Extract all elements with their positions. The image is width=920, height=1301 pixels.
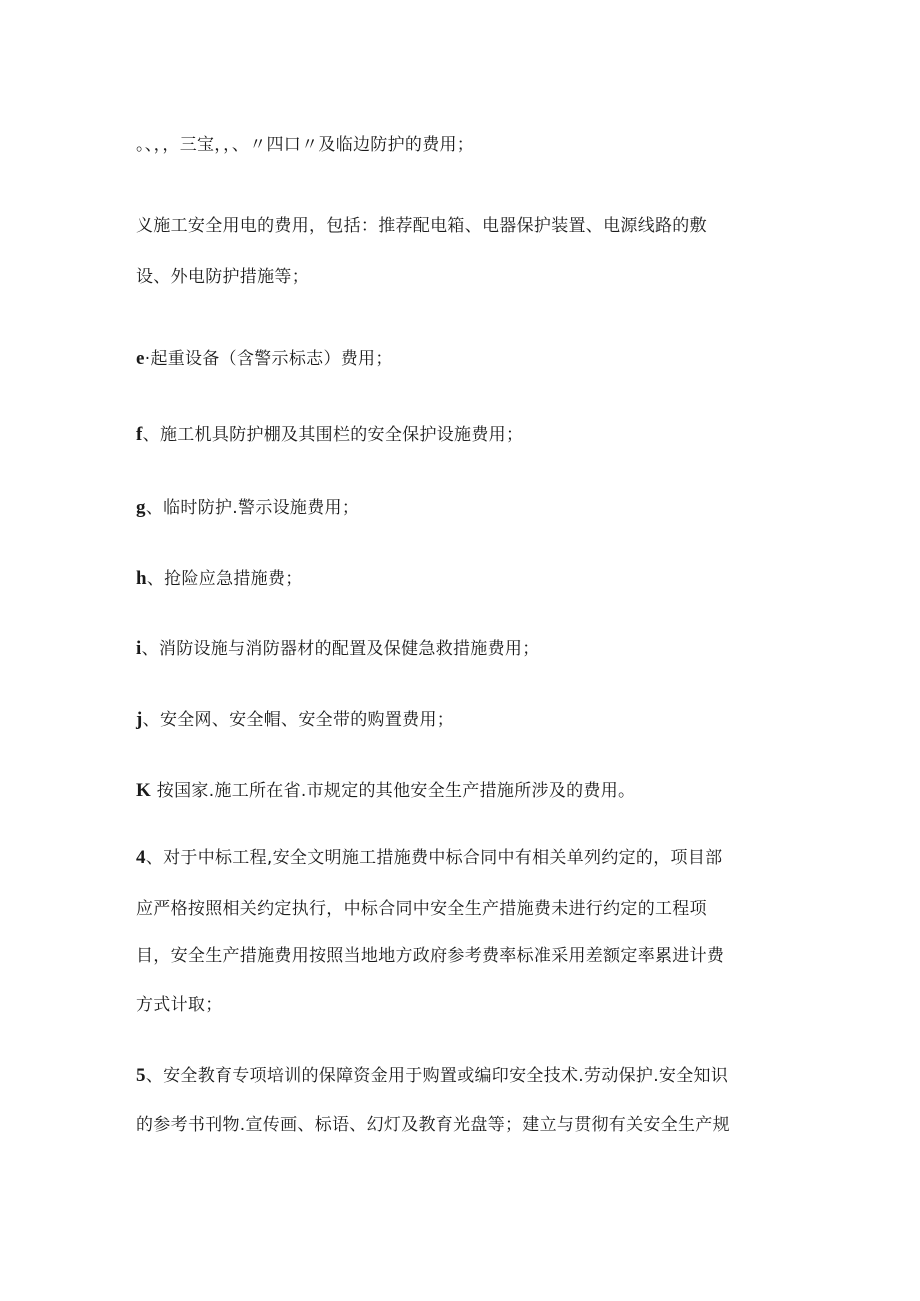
- list-item-f: [136, 423, 523, 447]
- text-line-3: [136, 265, 309, 289]
- line-text: 设、外电防护措施等；: [136, 267, 309, 287]
- list-marker: 5: [136, 1065, 146, 1086]
- line-text: 应严格按照相关约定执行，中标合同中安全生产措施费未进行约定的工程项: [136, 899, 707, 919]
- line-text: 、施工机具防护棚及其围栏的安全保护设施费用；: [142, 425, 524, 445]
- list-marker: j: [136, 709, 143, 730]
- line-text: 、安全教育专项培训的保障资金用于购置或编印安全技术.劳动保护.安全知识: [145, 1066, 729, 1086]
- line-text: 。、，，三宝，，、〃四口〃及临边防护的费用；: [136, 135, 475, 155]
- text-line-4d: [136, 993, 223, 1017]
- list-marker: 4: [136, 847, 146, 868]
- list-marker: i: [136, 638, 142, 659]
- text-line-4c: [136, 944, 724, 968]
- line-text: ·起重设备（含警示标志）费用；: [144, 349, 393, 369]
- line-text: 方式计取；: [136, 995, 223, 1015]
- list-item-g: [136, 496, 359, 520]
- list-item-i: [136, 637, 540, 661]
- list-item-j: [136, 708, 454, 732]
- line-text: 、临时防护.警示设施费用；: [145, 498, 360, 518]
- line-text: 、对于中标工程,安全文明施工措施费中标合同中有相关单列约定的，项目部: [145, 848, 723, 868]
- list-marker: h: [136, 568, 147, 589]
- line-text: 的参考书刊物.宣传画、标语、幻灯及教育光盘等；建立与贯彻有关安全生产规: [136, 1115, 730, 1135]
- list-marker: g: [136, 497, 146, 518]
- line-text: 义施工安全用电的费用，包括：推荐配电箱、电器保护装置、电源线路的敷: [136, 216, 707, 236]
- line-text: 、消防设施与消防器材的配置及保健急救措施费用；: [141, 639, 540, 659]
- list-item-k: [136, 779, 635, 803]
- line-text: 、抢险应急措施费；: [146, 569, 303, 589]
- line-text: 按国家.施工所在省.市规定的其他安全生产措施所涉及的费用。: [151, 781, 636, 801]
- list-marker: e: [136, 348, 145, 369]
- text-line-5b: [136, 1113, 730, 1137]
- list-item-5: [136, 1064, 728, 1088]
- line-text: 、安全网、安全帽、安全带的购置费用；: [142, 710, 455, 730]
- list-marker: K: [136, 780, 152, 801]
- list-item-h: [136, 567, 303, 591]
- text-line-2: [136, 214, 707, 238]
- text-line-4b: [136, 897, 707, 921]
- list-item-e: [136, 347, 393, 371]
- line-text: 目，安全生产措施费用按照当地地方政府参考费率标准采用差额定率累进计费: [136, 946, 725, 966]
- text-line-1: [136, 133, 474, 157]
- list-marker: f: [136, 424, 143, 445]
- list-item-4: [136, 846, 722, 870]
